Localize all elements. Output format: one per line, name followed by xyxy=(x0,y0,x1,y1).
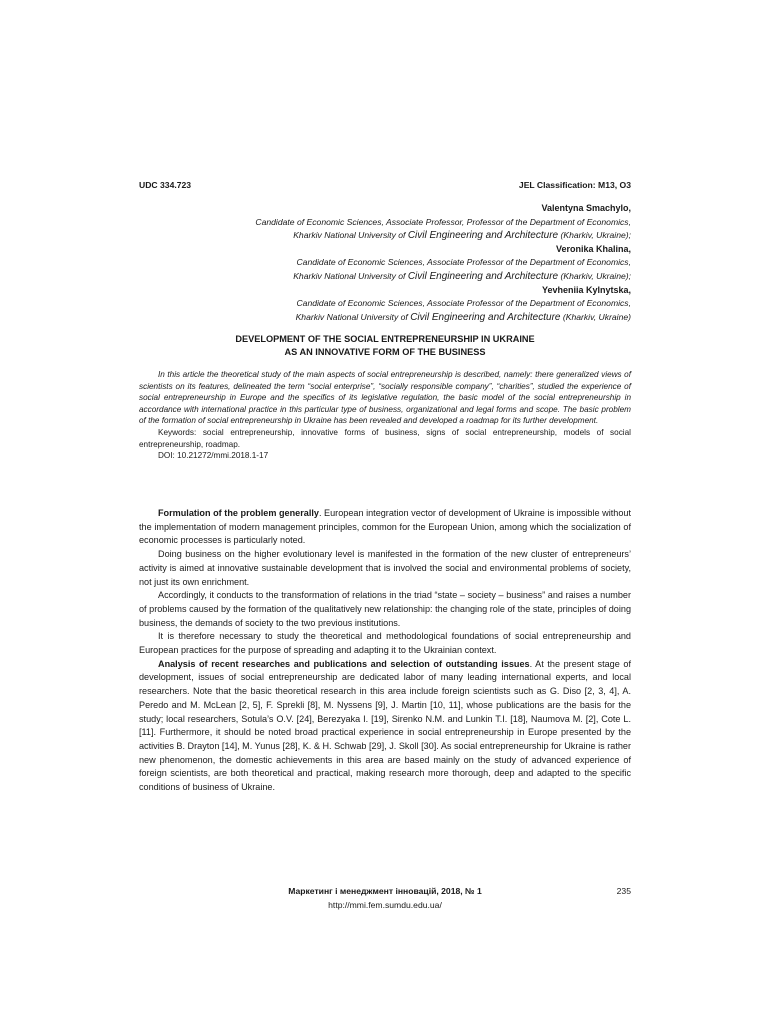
keywords: Keywords: social entrepreneurship, innovative forms of business, signs of social entrepreneurship, models of social entrepreneurship, roadmap. xyxy=(139,427,631,449)
doi: DOI: 10.21272/mmi.2018.1-17 xyxy=(158,451,269,461)
title-line: DEVELOPMENT OF THE SOCIAL ENTREPRENEURSHIP IN UKRAINE xyxy=(235,334,535,344)
author-affiliation-line xyxy=(139,229,631,243)
author-name: Yevheniia Kylnytska, xyxy=(541,284,631,295)
affiliation-university: Kharkiv National University of xyxy=(293,230,408,241)
page-number: 235 xyxy=(616,886,631,896)
author-affiliation-line xyxy=(139,270,631,284)
affiliation-faculty: Civil Engineering and Architecture xyxy=(410,311,561,323)
author-affiliation-line: Candidate of Economic Sciences, Associate Professor of the Department of Economics, xyxy=(296,298,631,309)
paragraph: Doing business on the higher evolutionary level is manifested in the formation of the new cluster of entrepreneurs’ activity is aimed at innovative sustainable development that is involved the social and environmental problems of society, not just its own enrichment. xyxy=(139,549,631,587)
title-line: AS AN INNOVATIVE FORM OF THE BUSINESS xyxy=(284,347,486,357)
paragraph: It is therefore necessary to study the theoretical and methodological foundations of social entrepreneurship and European practices for the purpose of spreading and adapting it to the Ukrainian context. xyxy=(139,631,631,656)
page-footer xyxy=(139,885,631,912)
affiliation-location: (Kharkiv, Ukraine) xyxy=(560,311,631,322)
author-3 xyxy=(139,284,631,325)
body-text xyxy=(139,507,631,795)
author-name: Valentyna Smachylo, xyxy=(541,203,631,213)
affiliation-location: (Kharkiv, Ukraine); xyxy=(558,270,631,281)
journal-url[interactable]: http://mmi.fem.sumdu.edu.ua/ xyxy=(328,899,442,910)
paragraph-analysis xyxy=(139,658,631,795)
header-row xyxy=(139,180,631,194)
affiliation-university: Kharkiv National University of xyxy=(295,311,411,322)
paper-page xyxy=(139,0,631,1024)
section-heading-analysis: Analysis of recent researches and publications and selection of outstanding issues xyxy=(158,658,530,669)
paragraph-text: . European integration vector of development of Ukraine is impossible without the implementation of modern management principles, common for the European Union, among which the socialization of economic processes is particularly noted. xyxy=(139,508,631,546)
affiliation-location: (Kharkiv, Ukraine); xyxy=(558,230,631,241)
udc-code: UDC 334.723 xyxy=(139,180,192,190)
section-heading-problem: Formulation of the problem generally xyxy=(158,508,319,518)
affiliation-faculty: Civil Engineering and Architecture xyxy=(407,230,559,242)
author-name: Veronika Khalina, xyxy=(555,243,631,254)
author-1 xyxy=(139,202,631,243)
affiliation-university: Kharkiv National University of xyxy=(293,270,408,281)
paragraph-text: . At the present stage of development, issues of social entrepreneurship are dedicated labor of many leading international experts, and local researchers. Note that the basic theoretical research in this area include foreign scientists such as G. Diso [2, 3, 4], A. Peredo and M. McLean [2, 5], F. Sprekli [8], M. Nyssens [9], J. Martin [10, 11], whose publications are the basis for the study; local researchers, Sotula’s O.V. [24], Berezyaka I. [19], Sirenko N.M. and Lunkin T.I. [18], Naumova M. [2], Cote L. [11]. Furthermore, it should be noted broad practical experience in social entrepreneurship in Europe presented by the activities B. Drayton [14], M. Yunus [28], K. & H. Schwab [29], J. Skoll [30]. As social entrepreneurship for Ukraine is rather new phenomenon, the domestic achievements in this area are based mainly on the study of advanced experience of foreign scientists, are both theoretical and practical, making research more thorough, deep and adapted to the specific conditions of business of Ukraine. xyxy=(139,658,631,793)
affiliation-faculty: Civil Engineering and Architecture xyxy=(407,270,559,282)
author-affiliation-line xyxy=(139,311,631,325)
author-affiliation-line: Candidate of Economic Sciences, Associate Professor, Professor of the Department of Economics, xyxy=(255,216,631,227)
author-2 xyxy=(139,243,631,284)
authors-block xyxy=(139,202,631,324)
author-affiliation-line: Candidate of Economic Sciences, Associate Professor of the Department of Economics, xyxy=(296,257,631,268)
abstract-text: In this article the theoretical study of the main aspects of social entrepreneurship is described, namely: there generalized views of scientists on its features, delineated the term “social enterprise”, “socially responsible company”, “charities”, studied the experience of social entrepreneurship in Europe and the specifics of its legislative regulation, the basic model of the social entrepreneurship in accordance with international practice in this particular type of business, organizational and legal forms and scope. The basic problem of the formation of social entrepreneurship in Ukraine has been revealed and developed a roadmap for its further development. xyxy=(139,370,631,426)
jel-classification: JEL Classification: M13, O3 xyxy=(518,180,631,190)
abstract-block xyxy=(139,369,631,462)
journal-title: Маркетинг і менеджмент інновацій, 2018, № 1 xyxy=(288,886,482,896)
paragraph-problem xyxy=(139,507,631,548)
paragraph: Accordingly, it conducts to the transformation of relations in the triad “state – society – business” and raises a number of problems caused by the formation of the qualitatively new relationship: the changing role of the state, principles of doing business, the demands of society to the two previous institutions. xyxy=(139,590,631,628)
paper-title xyxy=(139,333,631,359)
